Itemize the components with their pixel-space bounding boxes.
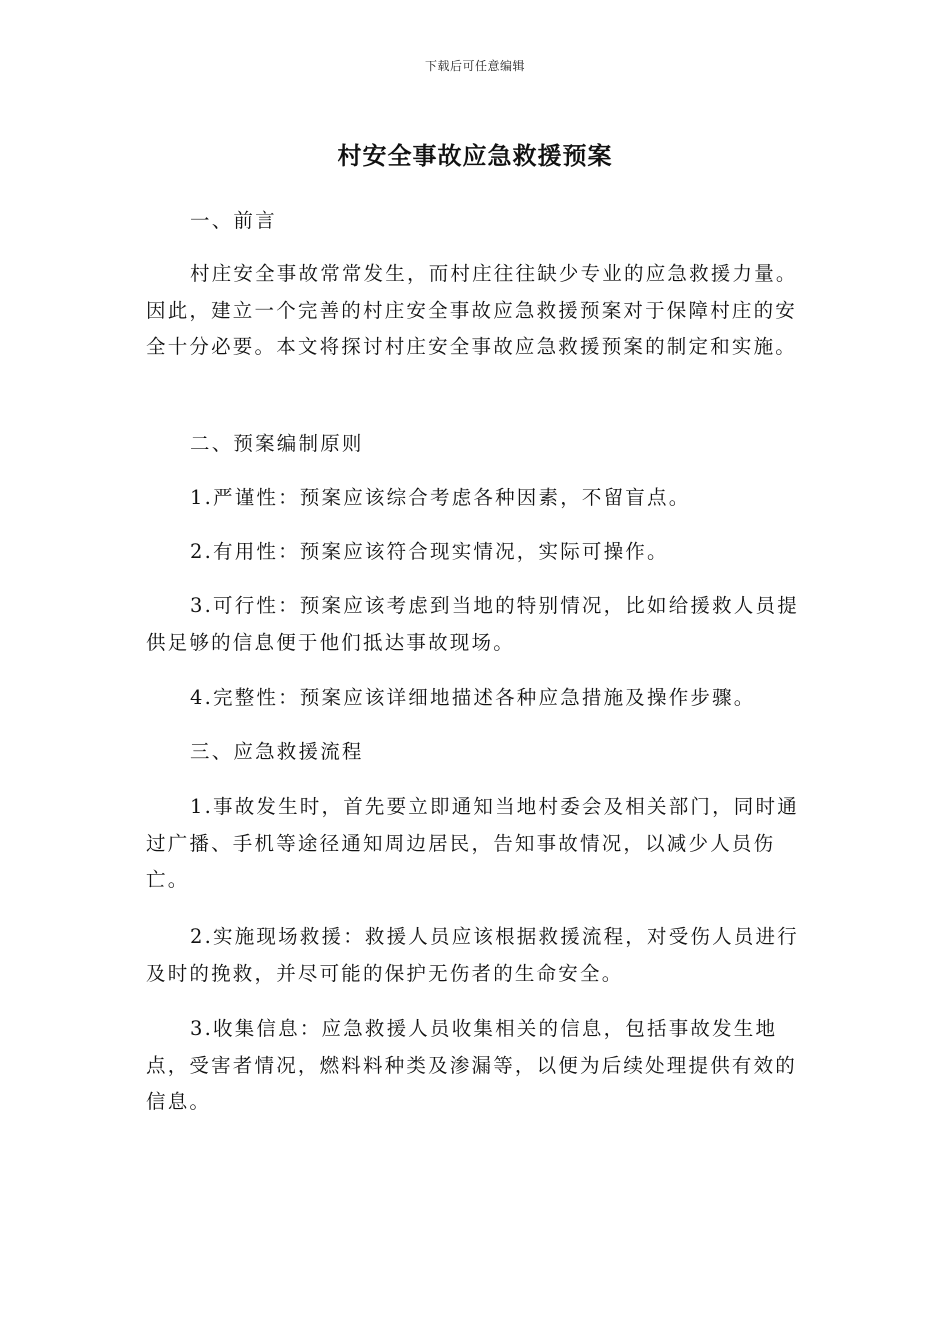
- procedure-item-rescue: 2.实施现场救援：救援人员应该根据救援流程，对受伤人员进行及时的挽救，并尽可能的保护无伤者的生命安全。: [146, 925, 799, 985]
- document-title: 村安全事故应急救援预案: [337, 142, 613, 170]
- principle-item-rigor: 1.严谨性：预案应该综合考虑各种因素，不留盲点。: [190, 486, 691, 509]
- principle-item-usefulness: 2.有用性：预案应该符合现实情况，实际可操作。: [190, 540, 669, 563]
- principle-item-completeness: 4.完整性：预案应该详细地描述各种应急措施及操作步骤。: [190, 686, 756, 709]
- paragraph-preface: 村庄安全事故常常发生，而村庄往往缺少专业的应急救援力量。因此，建立一个完善的村庄安全事故应急救援预案对于保障村庄的安全十分必要。本文将探讨村庄安全事故应急救援预案的制定和实施。: [146, 262, 798, 358]
- section-heading-principles: 二、预案编制原则: [190, 432, 364, 455]
- section-heading-preface: 一、前言: [190, 209, 277, 232]
- principle-item-feasibility: 3.可行性：预案应该考虑到当地的特别情况，比如给援救人员提供足够的信息便于他们抵达事故现场。: [146, 594, 799, 654]
- procedure-item-collect-info: 3.收集信息：应急救援人员收集相关的信息，包括事故发生地点，受害者情况，燃料料种类及渗漏等，以便为后续处理提供有效的信息。: [146, 1017, 798, 1113]
- header-note: 下载后可任意编辑: [424, 59, 525, 73]
- section-heading-procedure: 三、应急救援流程: [190, 740, 364, 763]
- procedure-item-notify: 1.事故发生时，首先要立即通知当地村委会及相关部门，同时通过广播、手机等途径通知周边居民，告知事故情况，以减少人员伤亡。: [146, 795, 799, 891]
